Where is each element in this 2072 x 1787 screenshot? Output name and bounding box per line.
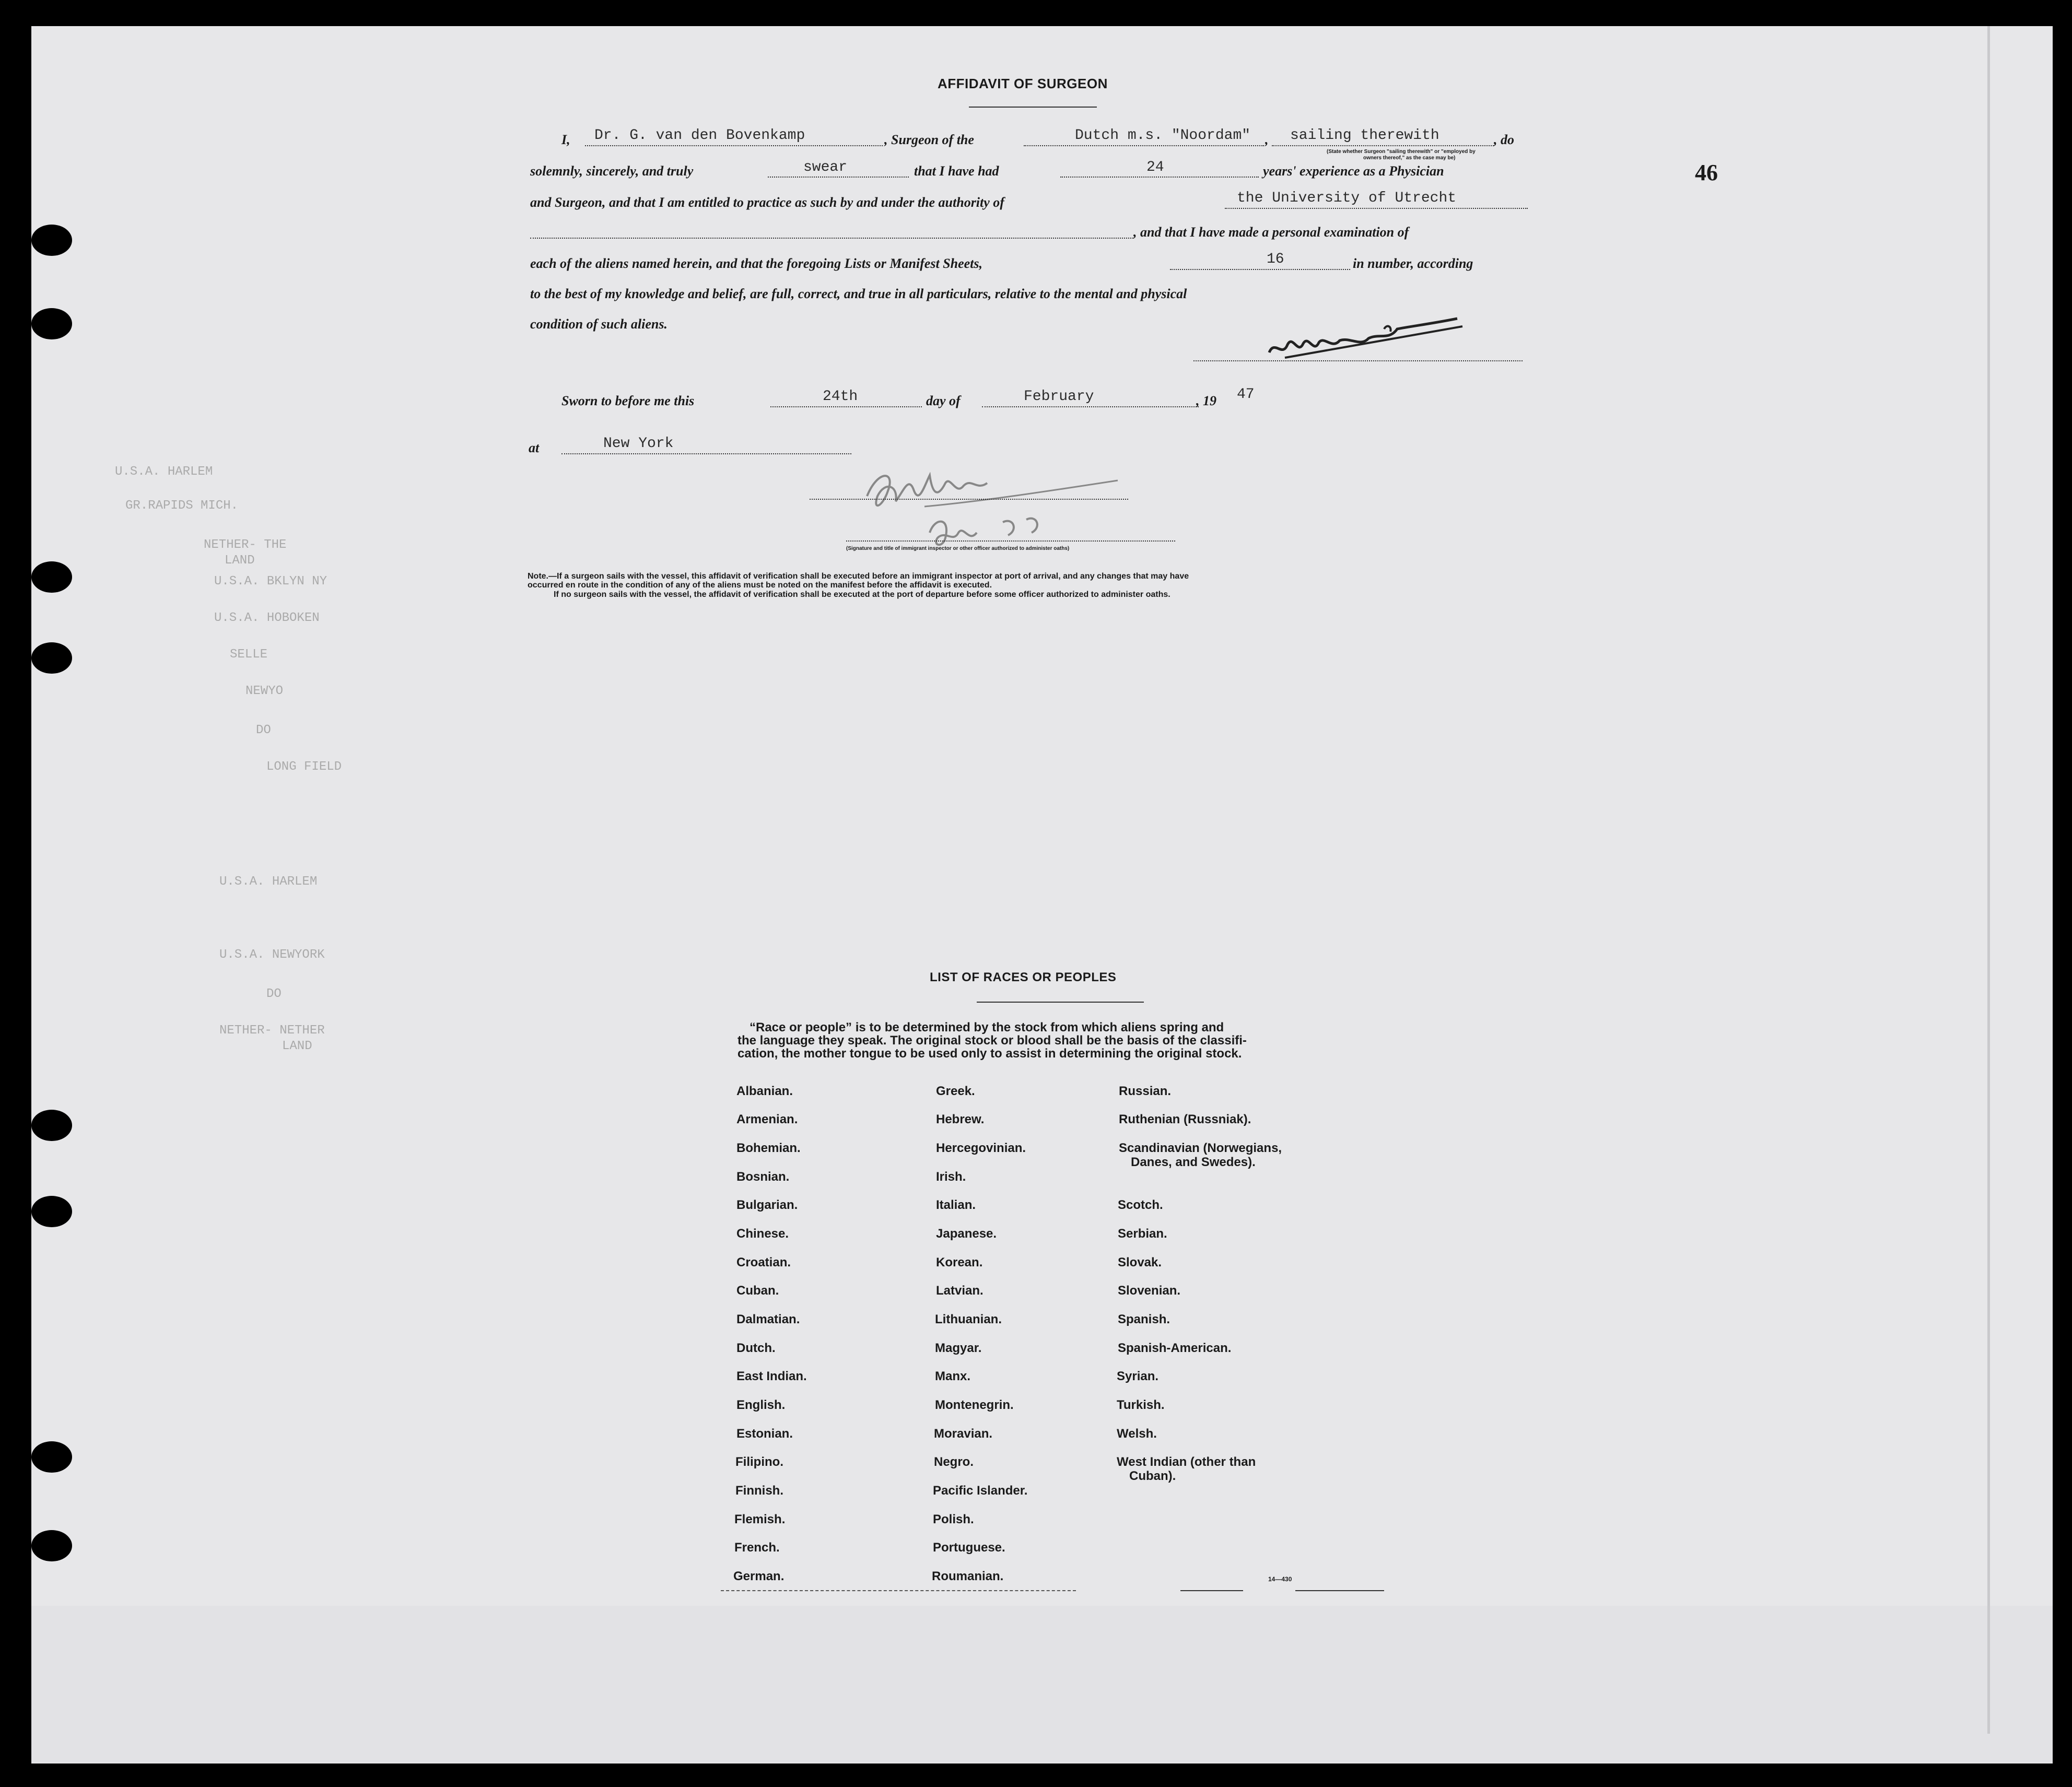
bleed-through-text: U.S.A. HARLEM: [219, 875, 318, 889]
punch-hole: [31, 1196, 72, 1227]
bleed-through-text: LAND: [282, 1039, 312, 1053]
bleed-through-text: LAND: [225, 554, 255, 568]
fill-line: [530, 238, 1133, 239]
sworn-year-field: 47: [1237, 386, 1255, 403]
race-item: East Indian.: [736, 1369, 807, 1383]
affidavit-text: , 19: [1196, 393, 1216, 408]
sworn-day-field: 24th: [823, 389, 858, 405]
bleed-through-text: DO: [266, 987, 282, 1001]
race-item: Serbian.: [1118, 1227, 1167, 1241]
inspector-signature: [846, 454, 1139, 559]
race-item: Danes, and Swedes).: [1131, 1155, 1256, 1169]
race-item: Filipino.: [735, 1455, 783, 1469]
races-intro: “Race or people” is to be determined by the stock from which aliens spring and: [750, 1020, 1224, 1034]
race-item: Lithuanian.: [935, 1312, 1002, 1326]
vessel-field: Dutch m.s. "Noordam": [1075, 127, 1251, 144]
race-item: Hebrew.: [936, 1112, 985, 1126]
fill-line: [770, 406, 922, 407]
races-intro: the language they speak. The original stock or blood shall be the basis of the classifi-: [738, 1033, 1247, 1048]
race-item: Polish.: [933, 1512, 974, 1526]
signature-line: [846, 540, 1175, 542]
bleed-through-text: U.S.A. HARLEM: [115, 465, 213, 479]
affidavit-text: , Surgeon of the: [884, 132, 974, 147]
race-item: Russian.: [1119, 1084, 1172, 1098]
signature-line: [1193, 360, 1523, 361]
fill-line: [1225, 208, 1528, 209]
race-item: Welsh.: [1117, 1427, 1157, 1441]
race-item: Montenegrin.: [935, 1398, 1014, 1412]
race-item: Italian.: [936, 1198, 976, 1212]
race-item: West Indian (other than: [1117, 1455, 1256, 1469]
race-item: Slovenian.: [1118, 1284, 1181, 1298]
race-item: Bulgarian.: [736, 1198, 798, 1212]
affidavit-text: Sworn to before me this: [561, 393, 695, 408]
race-item: Latvian.: [936, 1284, 984, 1298]
race-item: Turkish.: [1117, 1398, 1165, 1412]
race-item: Cuban).: [1129, 1469, 1176, 1483]
affidavit-text: solemnly, sincerely, and truly: [530, 163, 694, 179]
fill-line: [1024, 145, 1264, 146]
race-item: Ruthenian (Russniak).: [1119, 1112, 1251, 1126]
race-item: Korean.: [936, 1255, 983, 1269]
affidavit-text: , do: [1494, 132, 1514, 147]
bleed-through-text: NETHER- THE: [204, 538, 287, 552]
bleed-through-text: U.S.A. BKLYN NY: [214, 574, 327, 589]
race-item: English.: [736, 1398, 786, 1412]
bottom-rule: [1180, 1590, 1243, 1591]
sailing-note: owners thereof," as the case may be): [1363, 155, 1456, 161]
race-item: Syrian.: [1117, 1369, 1159, 1383]
fill-line: [561, 453, 851, 454]
race-item: Bosnian.: [736, 1170, 790, 1184]
affidavit-text: and Surgeon, and that I am entitled to practice as such by and under the authority of: [530, 195, 1004, 210]
surgeon-signature: [1254, 308, 1473, 366]
race-item: Chinese.: [736, 1227, 789, 1241]
sheet-fold-edge: [1987, 26, 1990, 1734]
sheet-bottom-strip: [31, 1606, 2053, 1762]
affidavit-text: ,: [1265, 132, 1269, 147]
bleed-through-text: NETHER- NETHER: [219, 1024, 325, 1038]
sheets-field: 16: [1267, 251, 1284, 267]
races-intro: cation, the mother tongue to be used only to assist in determining the original stock.: [738, 1047, 1242, 1061]
affidavit-text: that I have had: [914, 163, 999, 179]
affidavit-title: AFFIDAVIT OF SURGEON: [938, 76, 1108, 91]
bottom-rule: [1295, 1590, 1384, 1591]
bottom-rule: [721, 1590, 1076, 1591]
form-number: 14—430: [1268, 1576, 1292, 1583]
race-item: Hercegovinian.: [936, 1141, 1026, 1155]
punch-hole: [31, 308, 72, 339]
race-item: Greek.: [936, 1084, 975, 1098]
race-item: Bohemian.: [736, 1141, 801, 1155]
surgeon-name-field: Dr. G. van den Bovenkamp: [594, 127, 805, 144]
race-item: Slovak.: [1118, 1255, 1162, 1269]
race-item: Scandinavian (Norwegians,: [1119, 1141, 1282, 1155]
race-item: Dutch.: [736, 1341, 776, 1355]
title-underline: [977, 1002, 1144, 1003]
bleed-through-text: GR.RAPIDS MICH.: [125, 499, 239, 513]
years-field: 24: [1146, 159, 1164, 175]
race-item: Manx.: [935, 1369, 971, 1383]
affidavit-text: , and that I have made a personal examination of: [1133, 225, 1409, 240]
race-item: Spanish.: [1118, 1312, 1170, 1326]
race-item: Roumanian.: [932, 1569, 1004, 1583]
bleed-through-text: DO: [256, 723, 271, 737]
race-item: Irish.: [936, 1170, 966, 1184]
races-title: LIST OF RACES OR PEOPLES: [930, 970, 1117, 984]
page-number: 46: [1695, 160, 1718, 185]
sailing-field: sailing therewith: [1290, 127, 1439, 144]
note-text: occurred en route in the condition of any of the aliens must be noted on the manifest before the affidavit is executed.: [528, 581, 992, 590]
oath-field: swear: [803, 159, 848, 175]
title-underline: [969, 107, 1097, 108]
bleed-through-text: LONG FIELD: [266, 760, 342, 774]
fill-line: [1060, 177, 1259, 178]
affidavit-text: condition of such aliens.: [530, 316, 668, 332]
bleed-through-text: SELLE: [230, 648, 268, 662]
affidavit-text: to the best of my knowledge and belief, are full, correct, and true in all particulars, relative to the mental and physical: [530, 286, 1187, 301]
authority-field: the University of Utrecht: [1237, 190, 1457, 206]
race-item: Negro.: [934, 1455, 974, 1469]
race-item: Spanish-American.: [1118, 1341, 1232, 1355]
race-item: Portuguese.: [933, 1541, 1005, 1555]
punch-hole: [31, 1530, 72, 1561]
punch-hole: [31, 1441, 72, 1473]
fill-line: [1170, 269, 1350, 270]
affidavit-text: each of the aliens named herein, and that the foregoing Lists or Manifest Sheets,: [530, 256, 983, 271]
race-item: Cuban.: [736, 1284, 779, 1298]
signature-caption: (Signature and title of immigrant inspector or other officer authorized to administer oaths): [846, 546, 1070, 551]
fill-line: [1272, 145, 1494, 146]
race-item: German.: [733, 1569, 785, 1583]
fill-line: [982, 406, 1199, 407]
note-text: If no surgeon sails with the vessel, the affidavit of verification shall be executed at the port of departure before some officer authorized to administer oaths.: [554, 590, 1170, 599]
bleed-through-text: U.S.A. NEWYORK: [219, 948, 325, 962]
race-item: Estonian.: [736, 1427, 793, 1441]
affidavit-text: in number, according: [1353, 256, 1473, 271]
signature-line: [810, 499, 1128, 500]
race-item: Armenian.: [736, 1112, 798, 1126]
affidavit-text: years' experience as a Physician: [1263, 163, 1444, 179]
race-item: Moravian.: [934, 1427, 993, 1441]
affidavit-text: I,: [561, 132, 570, 147]
bleed-through-text: U.S.A. HOBOKEN: [214, 611, 320, 625]
punch-hole: [31, 1110, 72, 1141]
race-item: Pacific Islander.: [933, 1484, 1028, 1498]
race-item: Finnish.: [735, 1484, 783, 1498]
punch-hole: [31, 642, 72, 674]
affidavit-text: at: [529, 440, 540, 455]
race-item: Dalmatian.: [736, 1312, 800, 1326]
place-field: New York: [603, 436, 674, 452]
sworn-month-field: February: [1024, 389, 1094, 405]
race-item: Croatian.: [736, 1255, 791, 1269]
race-item: Scotch.: [1118, 1198, 1163, 1212]
fill-line: [768, 177, 909, 178]
sailing-note: (State whether Surgeon "sailing therewith" or "employed by: [1327, 149, 1476, 155]
race-item: Japanese.: [936, 1227, 997, 1241]
race-item: French.: [734, 1541, 780, 1555]
fill-line: [585, 145, 883, 146]
note-text: Note.—If a surgeon sails with the vessel, this affidavit of verification shall be executed before an immigrant inspector at port of arrival, and any changes that may have: [528, 572, 1189, 581]
bleed-through-text: NEWYO: [245, 684, 284, 698]
race-item: Flemish.: [734, 1512, 786, 1526]
affidavit-text: day of: [926, 393, 961, 408]
race-item: Magyar.: [935, 1341, 982, 1355]
race-item: Albanian.: [736, 1084, 793, 1098]
punch-hole: [31, 225, 72, 256]
punch-hole: [31, 561, 72, 593]
